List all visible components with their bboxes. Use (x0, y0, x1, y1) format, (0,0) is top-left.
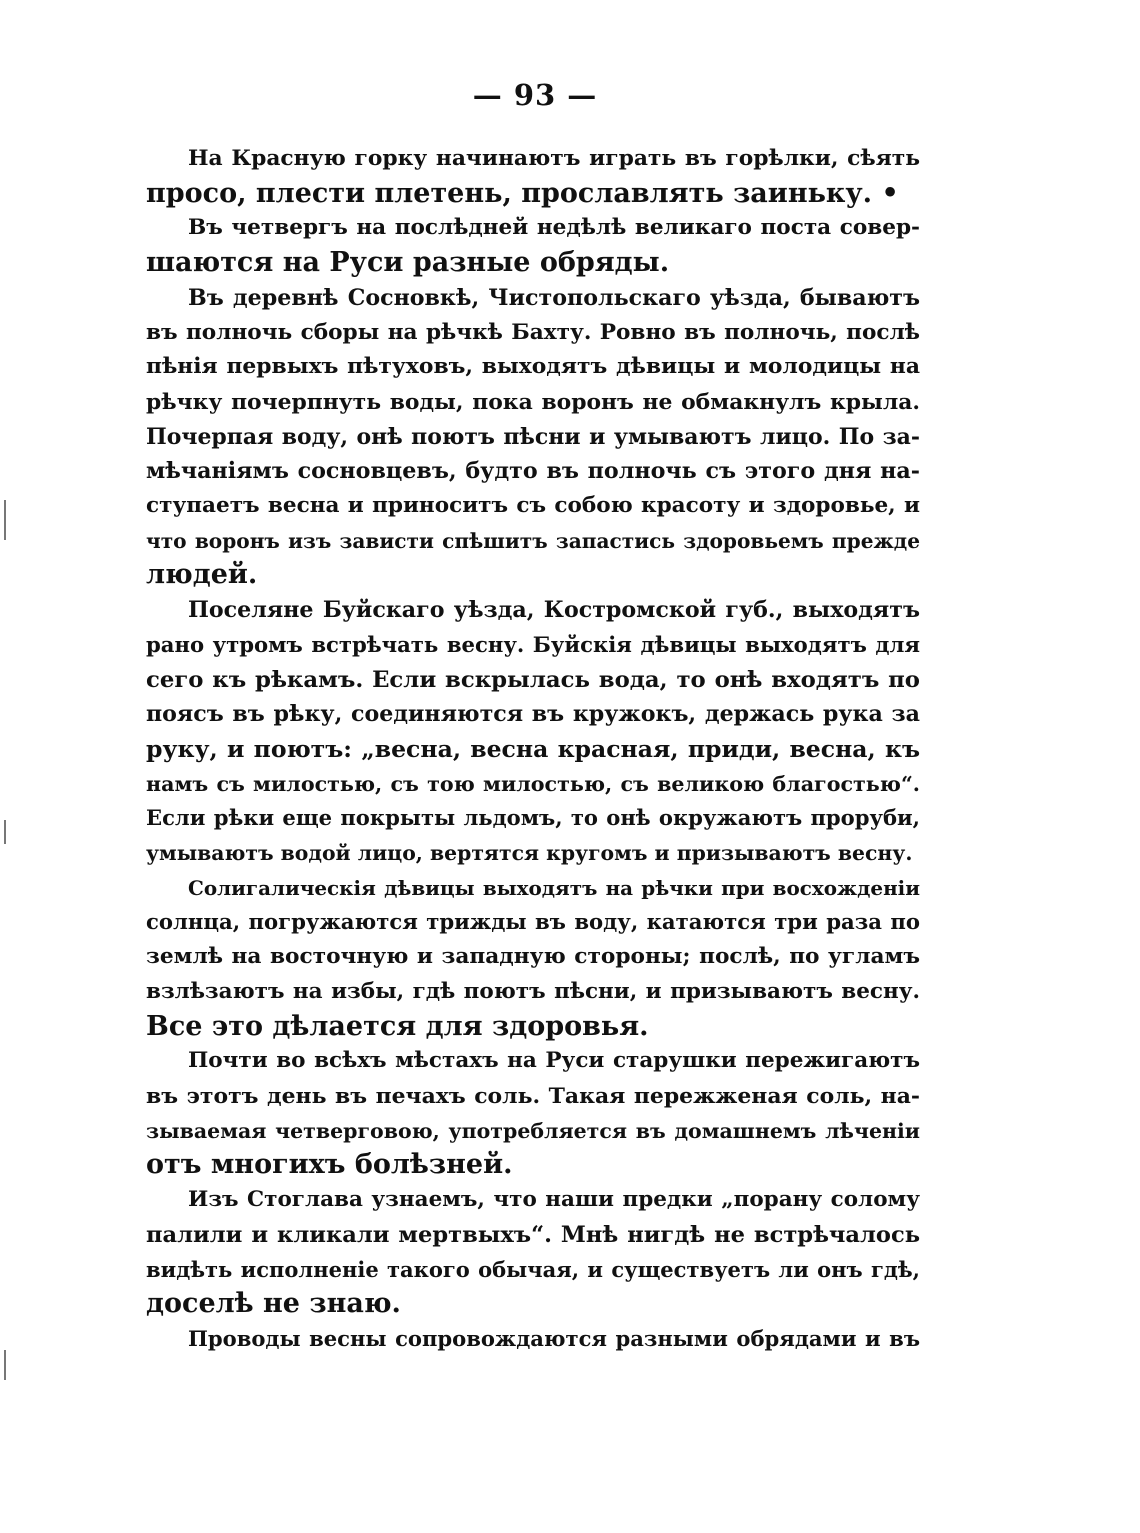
text-line: Солигалическія дѣвицы выходятъ на рѣчки при восхожденіи (188, 875, 920, 900)
text-line: Въ деревнѣ Сосновкѣ, Чистопольскаго уѣзда, бываютъ (188, 284, 920, 311)
text-line: Изъ Стоглава узнаемъ, что наши предки „порану солому (188, 1187, 920, 1213)
text-line: видѣть исполненіе такого обычая, и существуетъ ли онъ гдѣ, (146, 1256, 920, 1282)
text-line: Почти во всѣхъ мѣстахъ на Руси старушки пережигаютъ (188, 1048, 920, 1074)
paragraph (146, 593, 920, 871)
text-line: шаются на Руси разные обряды. (146, 247, 670, 279)
paragraph (146, 281, 920, 593)
text-line: Почерпая воду, онѣ поютъ пѣсни и умываютъ лицо. По за- (146, 423, 920, 450)
paragraph (146, 1044, 920, 1183)
text-line: доселѣ не знаю. (146, 1288, 401, 1320)
body-text (146, 142, 920, 1357)
text-line: людей. (146, 559, 258, 591)
text-line: Все это дѣлается для здоровья. (146, 1010, 649, 1042)
text-line: рано утромъ встрѣчать весну. Буйскія дѣвицы выходятъ для (146, 631, 920, 657)
text-line: пѣнія первыхъ пѣтуховъ, выходятъ дѣвицы и молодицы на (146, 354, 920, 380)
scan-mark (4, 500, 6, 540)
text-line: Проводы весны сопровождаются разными обрядами и въ (188, 1325, 920, 1351)
text-line: сего къ рѣкамъ. Если вскрылась вода, то онѣ входятъ по (146, 666, 920, 693)
text-line: въ полночь сборы на рѣчкѣ Бахту. Ровно въ полночь, послѣ (146, 319, 920, 345)
paragraph (146, 1183, 920, 1322)
text-line: солнца, погружаются трижды въ воду, катаются три раза по (146, 909, 920, 935)
text-line: взлѣзаютъ на избы, гдѣ поютъ пѣсни, и призываютъ весну. (146, 978, 920, 1004)
text-line: умываютъ водой лицо, вертятся кругомъ и призываютъ весну. (146, 841, 913, 866)
page-number: — 93 — (472, 78, 598, 112)
text-line: мѣчаніямъ сосновцевъ, будто въ полночь съ этого дня на- (146, 458, 920, 485)
text-line: просо, плести плетень, прославлять заиньку. • (146, 177, 899, 209)
text-line: землѣ на восточную и западную стороны; послѣ, по угламъ (146, 944, 920, 970)
text-line: Если рѣки еще покрыты льдомъ, то онѣ окружаютъ проруби, (146, 805, 920, 831)
paragraph (146, 871, 920, 1045)
text-line: зываемая четверговою, употребляется въ домашнемъ лѣченіи (146, 1118, 920, 1143)
text-line: отъ многихъ болѣзней. (146, 1149, 513, 1181)
text-line: поясъ въ рѣку, соединяются въ кружокъ, держась рука за (146, 701, 920, 728)
text-line: палили и кликали мертвыхъ“. Мнѣ нигдѣ не встрѣчалось (146, 1221, 920, 1248)
text-line: На Красную горку начинаютъ играть въ горѣлки, сѣять (188, 146, 920, 171)
paragraph (146, 211, 920, 280)
text-line: намъ съ милостью, съ тою милостью, съ великою благостью“. (146, 771, 920, 796)
scan-mark (4, 820, 6, 844)
text-line: что воронъ изъ зависти спѣшитъ запастись здоровьемъ прежде (146, 528, 920, 553)
paragraph (146, 142, 920, 211)
text-line: Въ четвергъ на послѣдней недѣлѣ великаго поста совер- (188, 215, 920, 241)
paragraph (146, 1322, 920, 1357)
text-line: ступаетъ весна и приноситъ съ собою красоту и здоровье, и (146, 493, 920, 519)
scan-mark (4, 1350, 6, 1380)
text-line: въ этотъ день въ печахъ соль. Такая пережженая соль, на- (146, 1082, 920, 1109)
text-line: Поселяне Буйскаго уѣзда, Костромской губ., выходятъ (188, 597, 920, 624)
text-line: рѣчку почерпнуть воды, пока воронъ не обмакнулъ крыла. (146, 388, 920, 415)
text-line: руку, и поютъ: „весна, весна красная, приди, весна, къ (146, 734, 920, 763)
